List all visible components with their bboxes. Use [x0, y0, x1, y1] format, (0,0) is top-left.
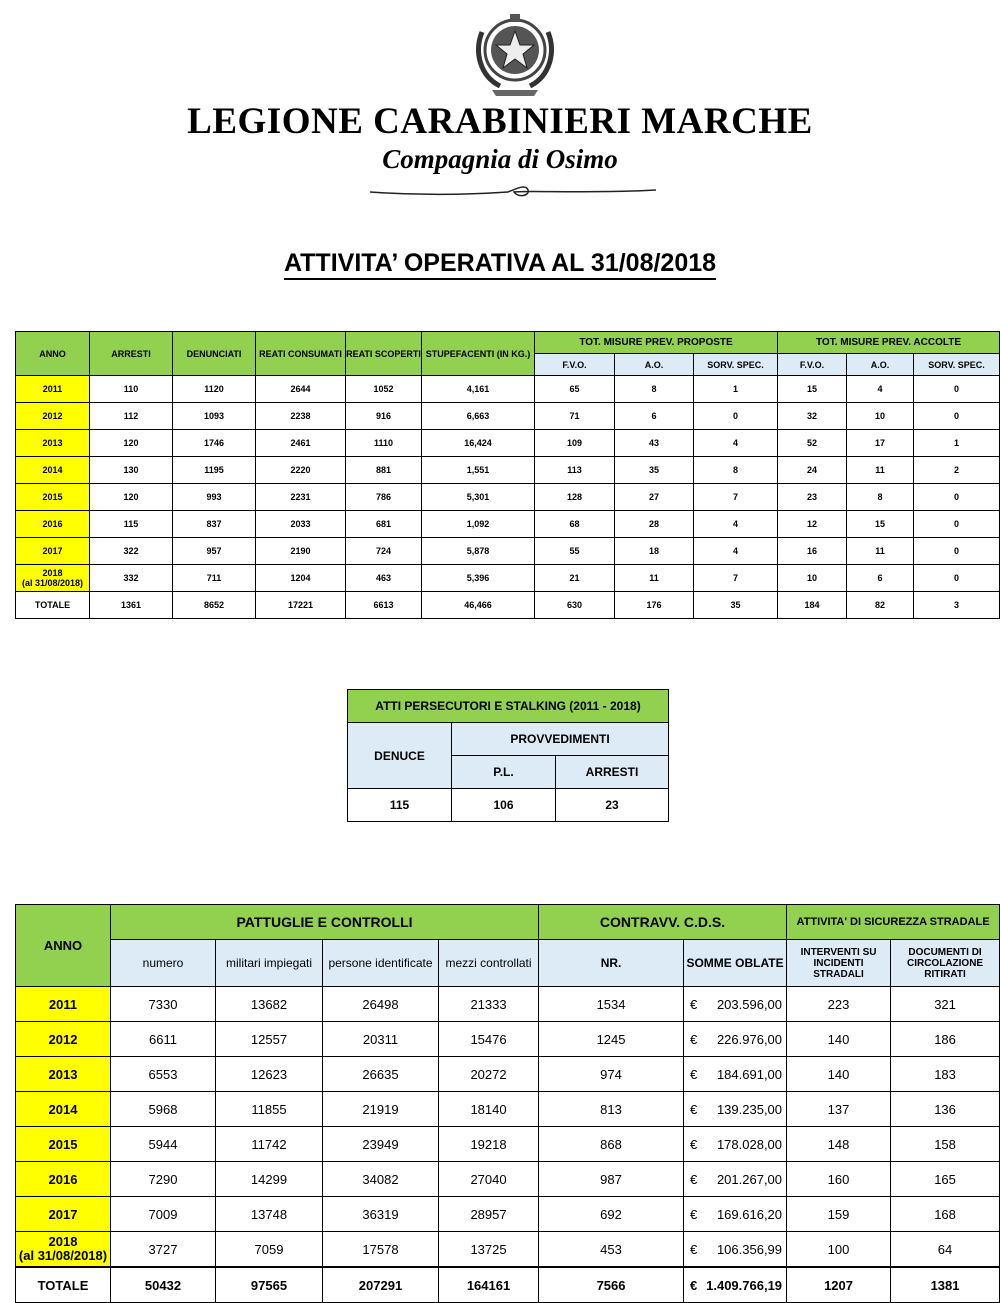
cell-documenti: 64	[891, 1232, 1000, 1268]
cell-interventi: 148	[787, 1127, 891, 1162]
cell-scoperti: 916	[346, 403, 422, 430]
col-nr: NR.	[539, 940, 684, 987]
total-a-ao: 82	[847, 592, 914, 619]
total-p-ao: 176	[615, 592, 694, 619]
year-cell: 2012	[16, 1022, 111, 1057]
cell-p-fvo: 55	[535, 538, 615, 565]
cell-denunciati: 1195	[173, 457, 256, 484]
col-numero: numero	[111, 940, 216, 987]
cell-persone: 34082	[323, 1162, 439, 1197]
cell-a-sorv: 0	[914, 511, 1000, 538]
cell-nr: 692	[539, 1197, 684, 1232]
somme-value: 178.028,00	[716, 1136, 783, 1152]
cell-arresti: 130	[90, 457, 173, 484]
cell-a-ao: 8	[847, 484, 914, 511]
total-scoperti: 6613	[346, 592, 422, 619]
cell-interventi: 140	[787, 1057, 891, 1092]
cell-consumati: 2461	[256, 430, 346, 457]
year-cell: 2014	[16, 457, 90, 484]
cell-militari: 11742	[216, 1127, 323, 1162]
cell-stup: 5,396	[422, 565, 535, 592]
col-arresti: ARRESTI	[556, 756, 669, 789]
total-p-fvo: 630	[535, 592, 615, 619]
ornament-divider	[368, 180, 658, 204]
cell-numero: 50432	[111, 1267, 216, 1303]
company-subtitle: Compagnia di Osimo	[382, 144, 618, 174]
cell-interventi: 223	[787, 987, 891, 1022]
cell-a-ao: 15	[847, 511, 914, 538]
cell-p-ao: 27	[615, 484, 694, 511]
cell-a-ao: 17	[847, 430, 914, 457]
cell-stup: 1,551	[422, 457, 535, 484]
cell-stup: 5,878	[422, 538, 535, 565]
cell-a-sorv: 2	[914, 457, 1000, 484]
cell-arresti: 120	[90, 484, 173, 511]
cell-p-fvo: 113	[535, 457, 615, 484]
cell-numero: 6553	[111, 1057, 216, 1092]
cell-interventi: 1207	[787, 1267, 891, 1303]
euro-symbol: €	[690, 1206, 698, 1222]
cell-p-sorv: 4	[694, 511, 778, 538]
somme-value: 226.976,00	[716, 1031, 783, 1047]
cell-militari: 13748	[216, 1197, 323, 1232]
cell-p-sorv: 1	[694, 376, 778, 403]
cell-mezzi: 21333	[439, 987, 539, 1022]
table-row	[16, 565, 1000, 592]
cell-documenti: 165	[891, 1162, 1000, 1197]
cell-somme	[684, 1022, 787, 1057]
table-row	[16, 376, 1000, 403]
cell-mezzi: 19218	[439, 1127, 539, 1162]
cell-p-sorv: 0	[694, 403, 778, 430]
cell-arresti: 332	[90, 565, 173, 592]
cell-stup: 6,663	[422, 403, 535, 430]
col-accolte-ao: A.O.	[847, 354, 914, 376]
year-cell: 2017	[16, 1197, 111, 1232]
cell-mezzi: 15476	[439, 1022, 539, 1057]
document-title: ATTIVITA’ OPERATIVA AL 31/08/2018	[0, 249, 1000, 278]
total-consumati: 17221	[256, 592, 346, 619]
cell-documenti: 186	[891, 1022, 1000, 1057]
col-accolte-sorv: SORV. SPEC.	[914, 354, 1000, 376]
cell-p-ao: 8	[615, 376, 694, 403]
cell-p-ao: 43	[615, 430, 694, 457]
cell-p-fvo: 65	[535, 376, 615, 403]
cell-p-ao: 35	[615, 457, 694, 484]
group-pattuglie: PATTUGLIE E CONTROLLI	[111, 905, 539, 940]
euro-symbol: €	[690, 1171, 698, 1187]
group-misure-accolte: TOT. MISURE PREV. ACCOLTE	[778, 332, 1000, 354]
cell-somme	[684, 1267, 787, 1303]
cell-persone: 36319	[323, 1197, 439, 1232]
col-persone: persone identificate	[323, 940, 439, 987]
cell-mezzi: 13725	[439, 1232, 539, 1268]
cell-militari: 14299	[216, 1162, 323, 1197]
cell-mezzi: 164161	[439, 1267, 539, 1303]
cell-a-ao: 11	[847, 457, 914, 484]
cell-somme	[684, 1057, 787, 1092]
cell-mezzi: 27040	[439, 1162, 539, 1197]
cell-arresti: 112	[90, 403, 173, 430]
total-a-fvo: 184	[778, 592, 847, 619]
cell-persone: 26498	[323, 987, 439, 1022]
total-stup: 46,466	[422, 592, 535, 619]
year-cell: 2013	[16, 1057, 111, 1092]
cell-numero: 7330	[111, 987, 216, 1022]
table-row	[16, 1162, 1000, 1197]
somme-value: 169.616,20	[716, 1206, 783, 1222]
cell-militari: 97565	[216, 1267, 323, 1303]
group-sicurezza: ATTIVITA' DI SICUREZZA STRADALE	[787, 905, 1000, 940]
stalking-title: ATTI PERSECUTORI E STALKING (2011 - 2018)	[348, 690, 669, 723]
group-misure-proposte: TOT. MISURE PREV. PROPOSTE	[535, 332, 778, 354]
euro-symbol: €	[690, 1241, 698, 1257]
cell-somme	[684, 1092, 787, 1127]
col-accolte-fvo: F.V.O.	[778, 354, 847, 376]
cell-p-fvo: 128	[535, 484, 615, 511]
value-pl: 106	[452, 789, 556, 822]
total-row	[16, 1267, 1000, 1303]
somme-value: 184.691,00	[716, 1066, 783, 1082]
cell-consumati: 2190	[256, 538, 346, 565]
cell-consumati: 1204	[256, 565, 346, 592]
cell-denunciati: 993	[173, 484, 256, 511]
col-reati-consumati: REATI CONSUMATI	[256, 332, 346, 376]
cell-a-ao: 10	[847, 403, 914, 430]
patrol-controls-table	[15, 904, 1000, 1303]
col-somme: SOMME OBLATE	[684, 940, 787, 987]
year-label: 2018	[42, 568, 63, 578]
cell-persone: 17578	[323, 1232, 439, 1268]
year-label: 2018	[48, 1234, 78, 1249]
col-provvedimenti: PROVVEDIMENTI	[452, 723, 669, 756]
cell-numero: 6611	[111, 1022, 216, 1057]
cell-denunciati: 1093	[173, 403, 256, 430]
table-row	[16, 1232, 1000, 1268]
total-a-sorv: 3	[914, 592, 1000, 619]
cell-a-sorv: 0	[914, 484, 1000, 511]
cell-a-sorv: 0	[914, 376, 1000, 403]
table-row	[16, 484, 1000, 511]
cell-arresti: 115	[90, 511, 173, 538]
cell-numero: 3727	[111, 1232, 216, 1268]
total-row	[16, 592, 1000, 619]
table-row	[16, 511, 1000, 538]
table-row	[16, 403, 1000, 430]
cell-scoperti: 1110	[346, 430, 422, 457]
cell-a-fvo: 10	[778, 565, 847, 592]
table-row	[16, 538, 1000, 565]
year-cell: 2016	[16, 1162, 111, 1197]
cell-a-sorv: 0	[914, 538, 1000, 565]
cell-documenti: 158	[891, 1127, 1000, 1162]
year-cell: 2016	[16, 511, 90, 538]
stalking-table	[347, 689, 669, 822]
cell-scoperti: 786	[346, 484, 422, 511]
col-documenti: DOCUMENTI DI CIRCOLAZIONE RITIRATI	[891, 940, 1000, 987]
total-arresti: 1361	[90, 592, 173, 619]
cell-a-sorv: 0	[914, 403, 1000, 430]
cell-a-ao: 4	[847, 376, 914, 403]
value-arresti: 23	[556, 789, 669, 822]
cell-somme	[684, 1232, 787, 1268]
col-stupefacenti: STUPEFACENTI (IN KG.)	[422, 332, 535, 376]
cell-nr: 974	[539, 1057, 684, 1092]
cell-consumati: 2644	[256, 376, 346, 403]
cell-p-ao: 28	[615, 511, 694, 538]
t1-body	[16, 376, 1000, 619]
cell-scoperti: 681	[346, 511, 422, 538]
col-anno: ANNO	[16, 332, 90, 376]
cell-persone: 20311	[323, 1022, 439, 1057]
cell-p-sorv: 4	[694, 430, 778, 457]
t3-body	[16, 987, 1000, 1303]
cell-a-fvo: 12	[778, 511, 847, 538]
cell-stup: 5,301	[422, 484, 535, 511]
col-proposte-fvo: F.V.O.	[535, 354, 615, 376]
cell-a-fvo: 23	[778, 484, 847, 511]
cell-documenti: 136	[891, 1092, 1000, 1127]
value-denuce: 115	[348, 789, 452, 822]
organization-title: LEGIONE CARABINIERI MARCHE	[187, 101, 813, 142]
cell-nr: 813	[539, 1092, 684, 1127]
col-mezzi: mezzi controllati	[439, 940, 539, 987]
table-row	[16, 457, 1000, 484]
cell-nr: 987	[539, 1162, 684, 1197]
euro-symbol: €	[690, 1136, 698, 1152]
cell-documenti: 321	[891, 987, 1000, 1022]
year-cell: 2011	[16, 987, 111, 1022]
col-denunciati: DENUNCIATI	[173, 332, 256, 376]
cell-arresti: 322	[90, 538, 173, 565]
col-proposte-sorv: SORV. SPEC.	[694, 354, 778, 376]
cell-scoperti: 463	[346, 565, 422, 592]
col-pl: P.L.	[452, 756, 556, 789]
cell-scoperti: 881	[346, 457, 422, 484]
year-cell: 2012	[16, 403, 90, 430]
cell-somme	[684, 1197, 787, 1232]
cell-militari: 13682	[216, 987, 323, 1022]
table-row	[16, 1057, 1000, 1092]
cell-p-sorv: 8	[694, 457, 778, 484]
cell-somme	[684, 1162, 787, 1197]
table-row	[16, 1022, 1000, 1057]
cell-scoperti: 724	[346, 538, 422, 565]
cell-mezzi: 28957	[439, 1197, 539, 1232]
year-cell: 2015	[16, 1127, 111, 1162]
col-anno: ANNO	[16, 905, 111, 987]
cell-nr: 868	[539, 1127, 684, 1162]
somme-value: 139.235,00	[716, 1101, 783, 1117]
cell-documenti: 1381	[891, 1267, 1000, 1303]
cell-persone: 207291	[323, 1267, 439, 1303]
cell-persone: 23949	[323, 1127, 439, 1162]
cell-p-fvo: 109	[535, 430, 615, 457]
cell-a-fvo: 24	[778, 457, 847, 484]
cell-somme	[684, 1127, 787, 1162]
cell-nr: 1245	[539, 1022, 684, 1057]
cell-somme	[684, 987, 787, 1022]
somme-value: 106.356,99	[716, 1241, 783, 1257]
cell-interventi: 160	[787, 1162, 891, 1197]
cell-interventi: 100	[787, 1232, 891, 1268]
cell-a-fvo: 15	[778, 376, 847, 403]
cell-a-ao: 11	[847, 538, 914, 565]
total-p-sorv: 35	[694, 592, 778, 619]
cell-p-ao: 11	[615, 565, 694, 592]
cell-nr: 1534	[539, 987, 684, 1022]
table-row	[16, 987, 1000, 1022]
year-cell: 2015	[16, 484, 90, 511]
cell-denunciati: 837	[173, 511, 256, 538]
cell-a-sorv: 1	[914, 430, 1000, 457]
col-proposte-ao: A.O.	[615, 354, 694, 376]
cell-a-sorv: 0	[914, 565, 1000, 592]
cell-a-fvo: 32	[778, 403, 847, 430]
cell-numero: 7009	[111, 1197, 216, 1232]
table-row	[16, 1127, 1000, 1162]
somme-value: 203.596,00	[716, 996, 783, 1012]
year-cell	[16, 1232, 111, 1268]
cell-militari: 7059	[216, 1232, 323, 1268]
cell-interventi: 140	[787, 1022, 891, 1057]
col-reati-scoperti: REATI SCOPERTI	[346, 332, 422, 376]
col-militari: militari impiegati	[216, 940, 323, 987]
cell-p-ao: 6	[615, 403, 694, 430]
cell-denunciati: 1746	[173, 430, 256, 457]
cell-a-ao: 6	[847, 565, 914, 592]
cell-persone: 21919	[323, 1092, 439, 1127]
cell-consumati: 2238	[256, 403, 346, 430]
cell-stup: 4,161	[422, 376, 535, 403]
cell-p-fvo: 68	[535, 511, 615, 538]
cell-p-sorv: 7	[694, 565, 778, 592]
operational-activity-table	[15, 331, 1000, 619]
year-cell	[16, 565, 90, 592]
year-note: (al 31/08/2018)	[21, 578, 84, 588]
cell-p-fvo: 71	[535, 403, 615, 430]
cell-a-fvo: 52	[778, 430, 847, 457]
italian-republic-emblem	[470, 12, 560, 98]
cell-interventi: 159	[787, 1197, 891, 1232]
cell-mezzi: 20272	[439, 1057, 539, 1092]
col-denuce: DENUCE	[348, 723, 452, 789]
cell-documenti: 183	[891, 1057, 1000, 1092]
cell-consumati: 2231	[256, 484, 346, 511]
euro-symbol: €	[690, 1066, 698, 1082]
cell-denunciati: 1120	[173, 376, 256, 403]
cell-interventi: 137	[787, 1092, 891, 1127]
cell-persone: 26635	[323, 1057, 439, 1092]
table-row	[16, 1092, 1000, 1127]
cell-nr: 7566	[539, 1267, 684, 1303]
col-arresti: ARRESTI	[90, 332, 173, 376]
cell-stup: 16,424	[422, 430, 535, 457]
somme-value: 201.267,00	[716, 1171, 783, 1187]
year-note: (al 31/08/2018)	[18, 1248, 108, 1263]
somme-value: 1.409.766,19	[706, 1277, 783, 1293]
year-cell: 2011	[16, 376, 90, 403]
cell-militari: 11855	[216, 1092, 323, 1127]
cell-militari: 12623	[216, 1057, 323, 1092]
cell-arresti: 110	[90, 376, 173, 403]
cell-arresti: 120	[90, 430, 173, 457]
year-cell: 2017	[16, 538, 90, 565]
cell-numero: 7290	[111, 1162, 216, 1197]
cell-denunciati: 711	[173, 565, 256, 592]
euro-symbol: €	[690, 996, 698, 1012]
total-label: TOTALE	[16, 592, 90, 619]
cell-scoperti: 1052	[346, 376, 422, 403]
table-row	[16, 430, 1000, 457]
cell-p-fvo: 21	[535, 565, 615, 592]
cell-a-fvo: 16	[778, 538, 847, 565]
year-cell: 2013	[16, 430, 90, 457]
col-interventi: INTERVENTI SU INCIDENTI STRADALI	[787, 940, 891, 987]
cell-p-sorv: 7	[694, 484, 778, 511]
cell-numero: 5944	[111, 1127, 216, 1162]
total-denunciati: 8652	[173, 592, 256, 619]
euro-symbol: €	[690, 1101, 698, 1117]
cell-numero: 5968	[111, 1092, 216, 1127]
cell-consumati: 2033	[256, 511, 346, 538]
cell-p-sorv: 4	[694, 538, 778, 565]
year-cell: 2014	[16, 1092, 111, 1127]
euro-symbol: €	[690, 1031, 698, 1047]
cell-p-ao: 18	[615, 538, 694, 565]
table-row	[16, 1197, 1000, 1232]
cell-documenti: 168	[891, 1197, 1000, 1232]
cell-denunciati: 957	[173, 538, 256, 565]
cell-stup: 1,092	[422, 511, 535, 538]
cell-consumati: 2220	[256, 457, 346, 484]
cell-mezzi: 18140	[439, 1092, 539, 1127]
cell-nr: 453	[539, 1232, 684, 1268]
cell-militari: 12557	[216, 1022, 323, 1057]
group-contravv: CONTRAVV. C.D.S.	[539, 905, 787, 940]
euro-symbol: €	[690, 1277, 698, 1293]
total-label: TOTALE	[16, 1267, 111, 1303]
